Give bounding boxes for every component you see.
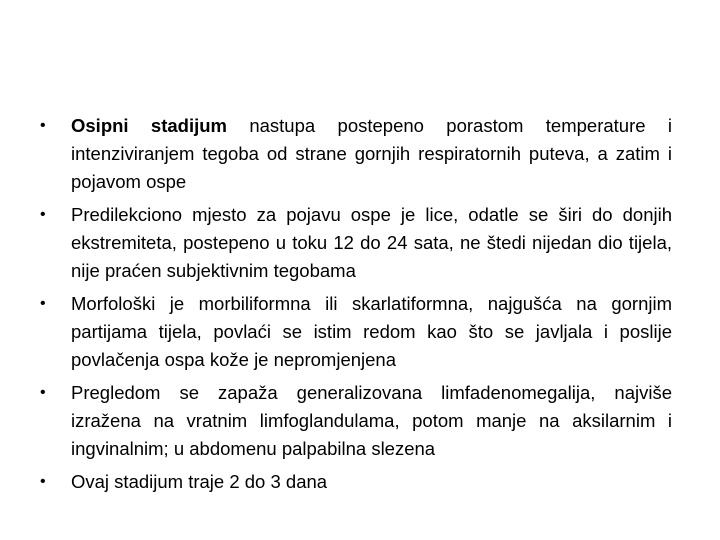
bullet-icon: • [40, 473, 46, 490]
bullet-item-pregled [40, 379, 672, 463]
bullet-text: Predilekciono mjesto za pojavu ospe je lice, odatle se širi do donjih ekstremiteta, postepeno u toku 12 do 24 sata, ne štedi nijedan dio tijela, nije praćen subjektivnim tegobama [71, 204, 672, 281]
bullet-icon: • [40, 206, 46, 223]
bullet-lead-term: Osipni stadijum [71, 115, 227, 136]
bullet-text: Ovaj stadijum traje 2 do 3 dana [71, 471, 328, 492]
bullet-item-predilekciono-mjesto [40, 201, 672, 285]
bullet-item-morfologija [40, 290, 672, 374]
bullet-list [40, 112, 672, 501]
bullet-icon: • [40, 295, 46, 312]
bullet-icon: • [40, 117, 46, 134]
bullet-text: nastupa postepeno porastom temperature i intenziviranjem tegoba od strane gornjih respiratornih puteva, a zatim i pojavom ospe [71, 115, 672, 192]
bullet-item-osipni-stadijum [40, 112, 672, 196]
bullet-text: Pregledom se zapaža generalizovana limfadenomegalija, najviše izražena na vratnim limfoglandulama, potom manje na aksilarnim i ingvinalnim; u abdomenu palpabilna slezena [71, 382, 672, 459]
bullet-item-trajanje [40, 468, 672, 496]
bullet-icon: • [40, 384, 46, 401]
bullet-text: Morfološki je morbiliformna ili skarlatiformna, najgušća na gornjim partijama tijela, povlaći se istim redom kao što se javljala i poslije povlačenja ospa kože je nepromjenjena [71, 293, 672, 370]
